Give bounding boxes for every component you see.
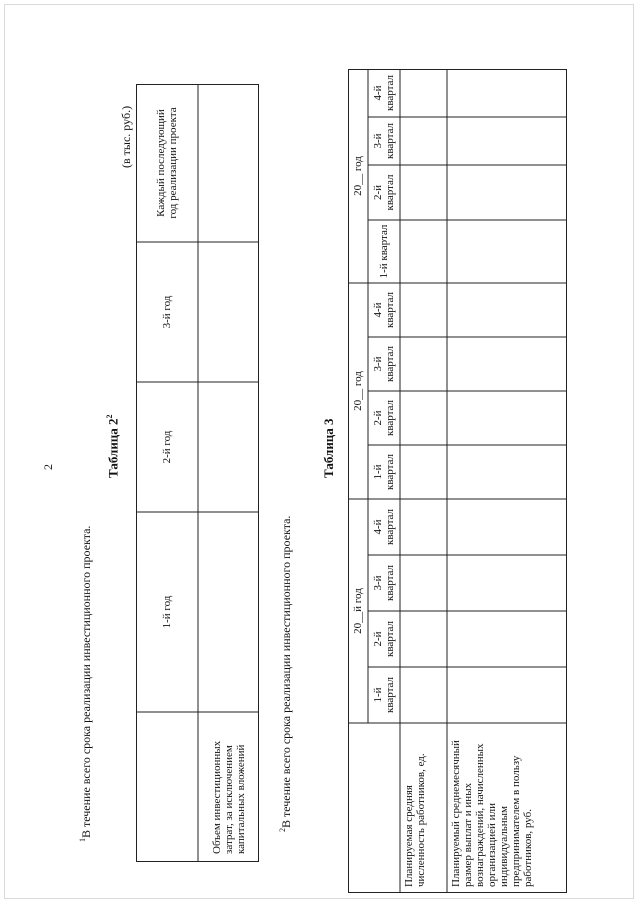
table3-g1-q3: 3-й квартал bbox=[372, 564, 396, 602]
table3-g1-q4: 4-й квартал bbox=[372, 508, 396, 546]
table3-g1-q2: 2-й квартал bbox=[372, 620, 396, 658]
table2-cell-year2 bbox=[198, 382, 259, 512]
table3-g3-q1: 1-й квартал bbox=[378, 224, 390, 279]
table2-unit: (в тыс. руб.) bbox=[119, 105, 133, 168]
table3-row-label-headcount: Планируемая средняя численность работников, ед. bbox=[403, 753, 427, 887]
table3-g2-q4: 4-й квартал bbox=[372, 291, 396, 329]
footnote-1-text: В течение всего срока реализации инвестиционного проекта. bbox=[79, 525, 93, 838]
table3 bbox=[348, 69, 567, 893]
page-number: 2 bbox=[41, 464, 55, 470]
table3-g3-q4: 4-й квартал bbox=[372, 74, 396, 112]
table3-year-group-1: 20__й год bbox=[352, 588, 364, 634]
table2-header-year1: 1-й год bbox=[161, 595, 173, 629]
table2-cell-year3 bbox=[198, 242, 259, 382]
footnote-1-marker: 1 bbox=[78, 838, 87, 842]
footnote-2-text: В течение всего срока реализации инвестиционного проекта. bbox=[279, 515, 293, 828]
footnote-1 bbox=[76, 526, 93, 842]
table3-year-group-3: 20__ год bbox=[352, 156, 364, 196]
table3-year-group-2: 20__ год bbox=[352, 371, 364, 411]
table3-g2-q1: 1-й квартал bbox=[372, 453, 396, 491]
table2 bbox=[136, 84, 259, 862]
table2-title: Таблица $2^2$ bbox=[105, 414, 121, 478]
table3-g2-q2: 2-й квартал bbox=[372, 399, 396, 437]
table3-g3-q2: 2-й квартал bbox=[372, 174, 396, 211]
table3-g3-q3: 3-й квартал bbox=[372, 122, 396, 160]
table2-header-year3: 3-й год bbox=[161, 295, 173, 329]
table3-g2-q3: 3-й квартал bbox=[372, 345, 396, 383]
table3-row-label-avg-pay: Планируемый среднемесячный размер выплат и иных вознаграждений, начисленных организацией или индивидуальным предпринимателем в пользу работников, руб. bbox=[450, 740, 534, 887]
table2-header-each-next-year: Каждый последующий год реализации проекта bbox=[155, 107, 179, 219]
table3-g1-q1: 1-й квартал bbox=[372, 676, 396, 714]
footnote-2-marker: 2 bbox=[278, 828, 287, 832]
table2-header-empty bbox=[136, 712, 198, 862]
table2-header-year2: 2-й год bbox=[161, 430, 173, 464]
footnote-2 bbox=[276, 516, 293, 832]
table2-row-label: Объем инвестиционных затрат, за исключением капитальных вложений bbox=[210, 740, 247, 854]
table2-cell-year1 bbox=[198, 512, 259, 712]
table2-cell-each-next-year bbox=[198, 84, 259, 242]
table3-title: Таблица 3 bbox=[321, 418, 336, 478]
table2-title-marker: 2 bbox=[105, 414, 114, 419]
